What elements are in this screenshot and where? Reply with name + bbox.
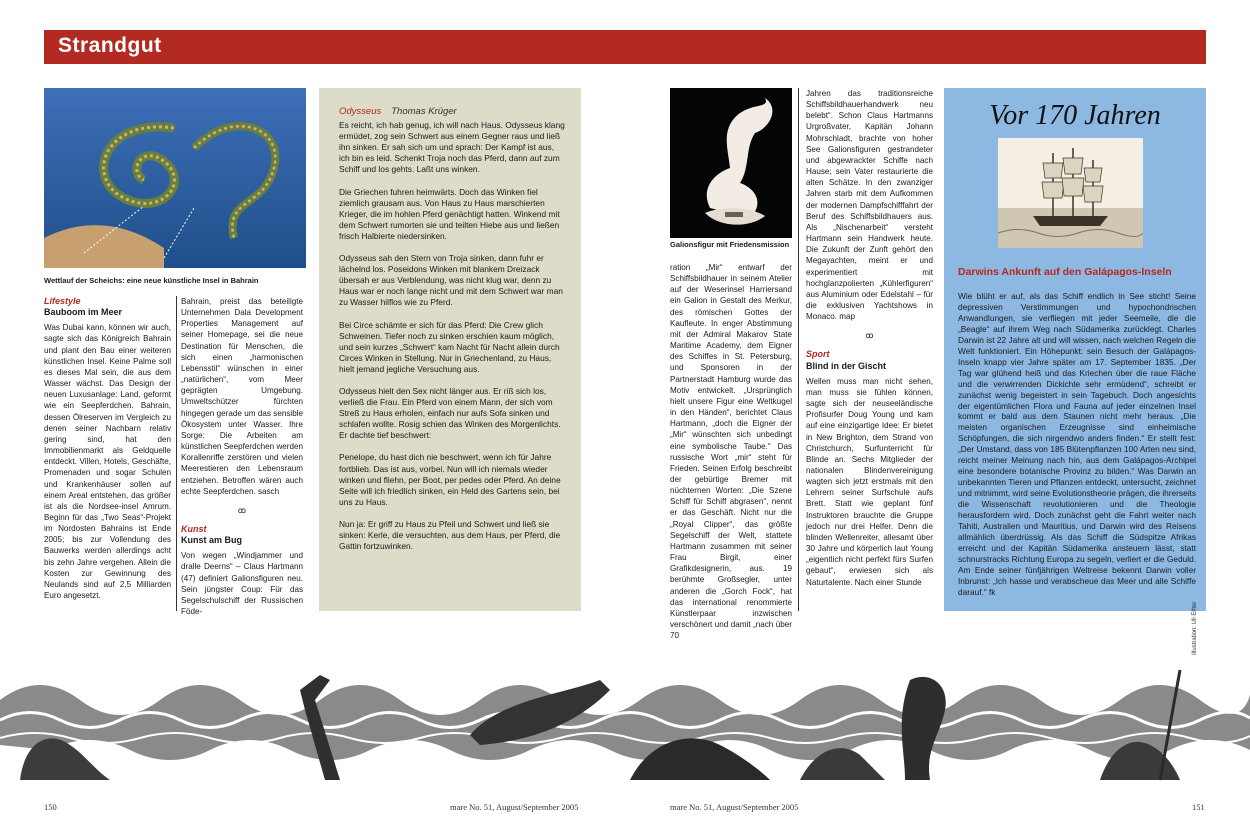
- column-divider: [176, 296, 177, 611]
- sport-category: Sport: [806, 349, 830, 360]
- bauboom-headline: Bauboom im Meer: [44, 307, 123, 318]
- sea-illustration-strip: [0, 640, 1250, 800]
- section-title: Strandgut: [58, 34, 162, 57]
- section-separator: ꝏ: [237, 505, 247, 515]
- bauboom-text-2: Bahrain, preist das beteiligte Unternehmen Dala Development Properties Management auf seiner Homepage, sei die neue Destination für Menschen, die sich einen „harmonischen Lebensstil“ wünschen in einer „natürlichen“, vom Meer geprägten Umgebung. Umweltschützer fürchten hingegen gerade um das sensible Ökosystem unter Wasser. Ihre Sorge: Die Arbeiten am künstlichen Seepferdchen werden Korallenriffe zerstören und vielen Meerestieren den Lebensraum entziehen. Betroffen wären auch echte Seepferdchen. sasch: [181, 297, 303, 496]
- beagle-ship-engraving: [998, 138, 1143, 248]
- sport-text: Wellen muss man nicht sehen, man muss sie fühlen können, sagte sich der neuseeländische Profisurfer Doug Young und kam auf eine einzigartige Idee: Er bietet in New Brighton, dem Strand von Christchurch, Surfunterricht für Blinde an. Sechs Mitglieder der nationalen Blindenvereinigung wagten sich jetzt erstmals mit den Lehrern seiner Surfschule aufs Brett. Statt wie geplant fünf Instruktoren brauchte die Gruppe jedoch nur drei Helfer. Denn die blinden Wellenreiter, allesamt über 30 Jahre und körperlich laut Young „eigentlich nicht perfekt fürs Surfen gebaut“, erwiesen sich als Naturtalente. Nach einer Stunde: [806, 376, 933, 587]
- darwin-feature-box: [944, 88, 1206, 611]
- right-page-number: 151: [1192, 802, 1205, 812]
- darwin-box-title: Vor 170 Jahren: [989, 100, 1161, 131]
- column-divider: [798, 88, 799, 611]
- right-article-column-2: [806, 88, 933, 588]
- left-page-number: 150: [44, 802, 57, 812]
- left-issue-info: mare No. 51, August/September 2005: [450, 802, 579, 812]
- poem-stanza: Nun ja: Er griff zu Haus zu Pfeil und Schwert und ließ sie sinken: Kerle, die versuchten, aus dem Haus, per Pferd, die Gattin fortzuwinken.: [339, 518, 561, 552]
- right-issue-info: mare No. 51, August/September 2005: [670, 802, 799, 812]
- poem-title: Odysseus: [339, 106, 382, 117]
- section-banner: [44, 30, 1206, 64]
- figurehead-photo: [670, 88, 792, 238]
- left-article-column-2: [181, 296, 303, 617]
- kunst-text: Von wegen „Windjammer und dralle Deerns“ – Claus Hartmann (47) definiert Galionsfiguren neu. Sein jüngster Coup: Für das Segelschulschiff der Russischen Föde-: [181, 551, 303, 617]
- bauboom-text-1: Was Dubai kann, können wir auch, sagte sich das Königreich Bahrain und plant den Bau einer weiteren künstlichen Insel. Keine Palme soll es dieses Mal sein, die aus dem Wasser wächst. Das Design der neuen Luxusanlage: Land, geformt wie ein Seepferdchen. Bahrain, dessen Ölreserven im Vergleich zu denen seiner Nachbarn relativ gering sind, hat den Immobilienmarkt als Geldquelle entdeckt. Villen, Hotels, Geschäfte, Promenaden und sogar Schulen und Krankenhäuser sollen auf einem Areal entstehen, das größer ist als die Nordsee-insel Amrum. Beginn für das „Two Seas“-Projekt im Nordosten Bahrains ist Ende 2005; bis zur Vollendung des Bauwerks werden allerdings acht bis zehn Jahre vergehen. Allein die Kosten zur Gewinnung des Neulands sind auf 2,5 Milliarden Euro angesetzt.: [44, 323, 171, 601]
- figurehead-caption: Galionsfigur mit Friedensmission: [670, 240, 790, 249]
- left-article-column-1: [44, 296, 171, 601]
- illustration-credit: Illustration: Uli Elfter: [1192, 601, 1198, 655]
- poem-stanza: Penelope, du hast dich nie beschwert, wenn ich für Jahre fortblieb. Das ist aus, vorbei. Nun will ich niemals wieder winken und fliehn, per Boot, per pedes oder Pferd. An deine Seite will ich friedlich sinken, ein Held des Gartens sein, bei uns zu Haus.: [339, 452, 561, 507]
- poem-byline: [339, 106, 567, 117]
- section-separator: ꝏ: [865, 331, 874, 341]
- poem-stanza: Es reicht, ich hab genug, ich will nach Haus. Odysseus klang ermüdet, zog sein Schwert aus einem Gegner raus und ließ ihn sinken. Er sah sich um und sprach: Der Kampf ist aus, ich bin es leid. Schenkt Troja noch das Pferd, dann auf zum Schiff und los gehts. Laßt uns winken.: [339, 120, 565, 175]
- right-article-column-1: [670, 262, 792, 641]
- darwin-box-text: Wie blüht er auf, als das Schiff endlich in See sticht! Seine depressiven Verstimmungen und hypochondrischen Anwandlungen, sie verfliegen mit jeder Seemeile, die die „Beagle“ auf ihrem Weg nach Südamerika zurücklegt. Charles Darwin ist 22 Jahre alt und will wissen, nach welchen Regeln die Welt funktioniert. Ein Höhepunkt: sein Besuch der Galápagos-Inseln knapp vier Jahre später am 17. September 1835. „Der Tag war glühend heiß und das Kriechen über die raue Fläche und die verwirrenden Dickichte sehr ermüdend“, schreibt er zunächst wenig begeistert in sein Tagebuch. Doch angesichts der eigentümlichen Flora und Fauna auf jeder einzelnen Insel kommt er bald aus dem Staunen nicht mehr heraus. „Die meisten organischen Erzeugnisse sind einheimische Schöpfungen, die sich nirgendwo anders finden.“ Er stellt fest: „Der Umstand, dass von 185 Blütenpflanzen 100 Arten neu sind, reicht meiner Meinung nach hin, aus dem Galápagos-Archipel eine besondere botanische Provinz zu bilden.“ Was Darwin an unbekannten Tieren und Pflanzen entdeckt, untersucht, zeichnet und mitnimmt, wird seine Evolutionstheorie prägen, die ihrerseits die Wissenschaft revolutionieren und die Theologie herausfordern wird. Doch zunächst geht die Fahrt weiter nach Tahiti, Australien und Mauritius, und Darwin wird des Reisens allmählich überdrüssig. Als das Schiff die Südspitze Afrikas erreicht und der Kapitän Südamerika ansteuern lässt, statt schnurstracks Richtung Europa zu segeln, verliert er die Geduld. Am Ende seiner fünfjährigen Weltreise bekennt Darwin voller Inbrunst: „Ich hasse und verabscheue das Meer und alle Schiffe darauf.“ fk: [958, 291, 1196, 597]
- bahrain-island-photo: [44, 88, 306, 268]
- galion-text-1: ration „Mir“ entwarf der Schiffsbildhauer in seinem Atelier auf der Weserinsel Harriersand ein Galion in Gestalt des Merkur, des römischen Gottes der Kaufleute. In enger Abstimmung mit der Admiral Makarov State Maritime Academy, dem Eigner des Schiffes in St. Petersburg, und Sponsoren in der Partnerstadt Hamburg wurde das Motiv entwickelt. „Ursprünglich hielt unsere Figur eine Weltkugel in den Händen“, berichtet Claus Hartmann, „doch die Eigner der „Mir“ wünschten sich unbedingt eine symbolische Taube.“ Das russische Wort „mir“ steht für Frieden. Seinen Erfolg beschreibt der gebürtige Bremer mit nüchternen Worten: „Die Szene Schiff für Schiff abgrasen“, nennt er das Geschäft. Nicht nur die „Royal Clipper“, das größte Segelschiff der Welt, stattete Hartmann zusammen mit seiner Frau Birgit, einer Grafikdesignerin, aus. 19 berühmte Großsegler, unter anderen die „Gorch Fock“, hat das international renommierte Künstlerpaar inzwischen verschönert und damit „nach über 70: [670, 263, 792, 641]
- poem-stanza: Odysseus sah den Stern von Troja sinken, dann fuhr er lächelnd los. Poseidons Winken mit blankem Dreizack übersah er aus Verblendung, was nicht klug war, denn zu Haus war er noch lange nicht und mit dem Schwert war man zu Wasser hilflos wie zu Pferd.: [339, 253, 563, 308]
- odysseus-poem-box: [319, 88, 581, 611]
- bahrain-photo-caption: Wettlauf der Scheichs: eine neue künstliche Insel in Bahrain: [44, 276, 259, 285]
- kunst-headline: Kunst am Bug: [181, 535, 243, 546]
- galion-text-2: Jahren das traditionsreiche Schiffsbildhauerhandwerk neu belebt“. Schon Claus Hartmanns Urgroßvater, Kapitän Johann Mohrschladt, brachte von hoher See Galionsfiguren gestrandeter und abgewrackter Schiffe nach Hause; sein Vater restaurierte die alten Schätze. In den zwanziger Jahren starb mit dem Aufkommen der modernen Dampfschifffahrt der Beruf des Schiffsbildhauers aus. Als „Nischenarbeit“ versteht Hartmann sein Handwerk heute. Die Zukunft der Zunft gehört den Megayachten, meint er und experimentiert mit hochglanzpolierten „Kühlerfiguren“ aus Aluminium oder Edelstahl – für die exklusiven Yachtshows in Monaco. map: [806, 89, 933, 322]
- poem-stanza: Odysseus hielt den Sex nicht länger aus. Er riß sich los, verließ die Frau. Ein Pferd von einem Mann, der sich vom Streß zu Haus erholen, einfach nur aufs Sofa sinken und schlafen wollte. Rosig schien das Winken des Morgenlichts. Er dachte tief beschwert:: [339, 385, 561, 441]
- poem-stanza: Die Griechen fuhren heimwärts. Doch das Winken fiel ziemlich grausam aus. Von Haus zu Haus marschierten Krieger, die im hohlen Pferd genächtigt hatten. Winkend mit dem Schwert rumorten sie und teilten Hiebe aus und ließen frisch Halbierte niedersinken.: [339, 186, 560, 241]
- sport-headline: Blind in der Gischt: [806, 360, 887, 371]
- kunst-category: Kunst: [181, 523, 207, 534]
- lifestyle-category: Lifestyle: [44, 296, 81, 306]
- poem-stanza: Bei Circe schämte er sich für das Pferd: Die Crew glich Schweinen. Tiefer noch zu sinken erschien kaum möglich, und sein kurzes „Schwert“ kam Nacht für Nacht allein durch Circes Winken in Stellung. Nur in Griechenland, zu Haus, hielt jemand jegliche Versuchung aus.: [339, 319, 560, 374]
- darwin-box-subtitle: Darwins Ankunft auf den Galápagos-Inseln: [958, 266, 1172, 278]
- poem-author: Thomas Krüger: [391, 106, 457, 117]
